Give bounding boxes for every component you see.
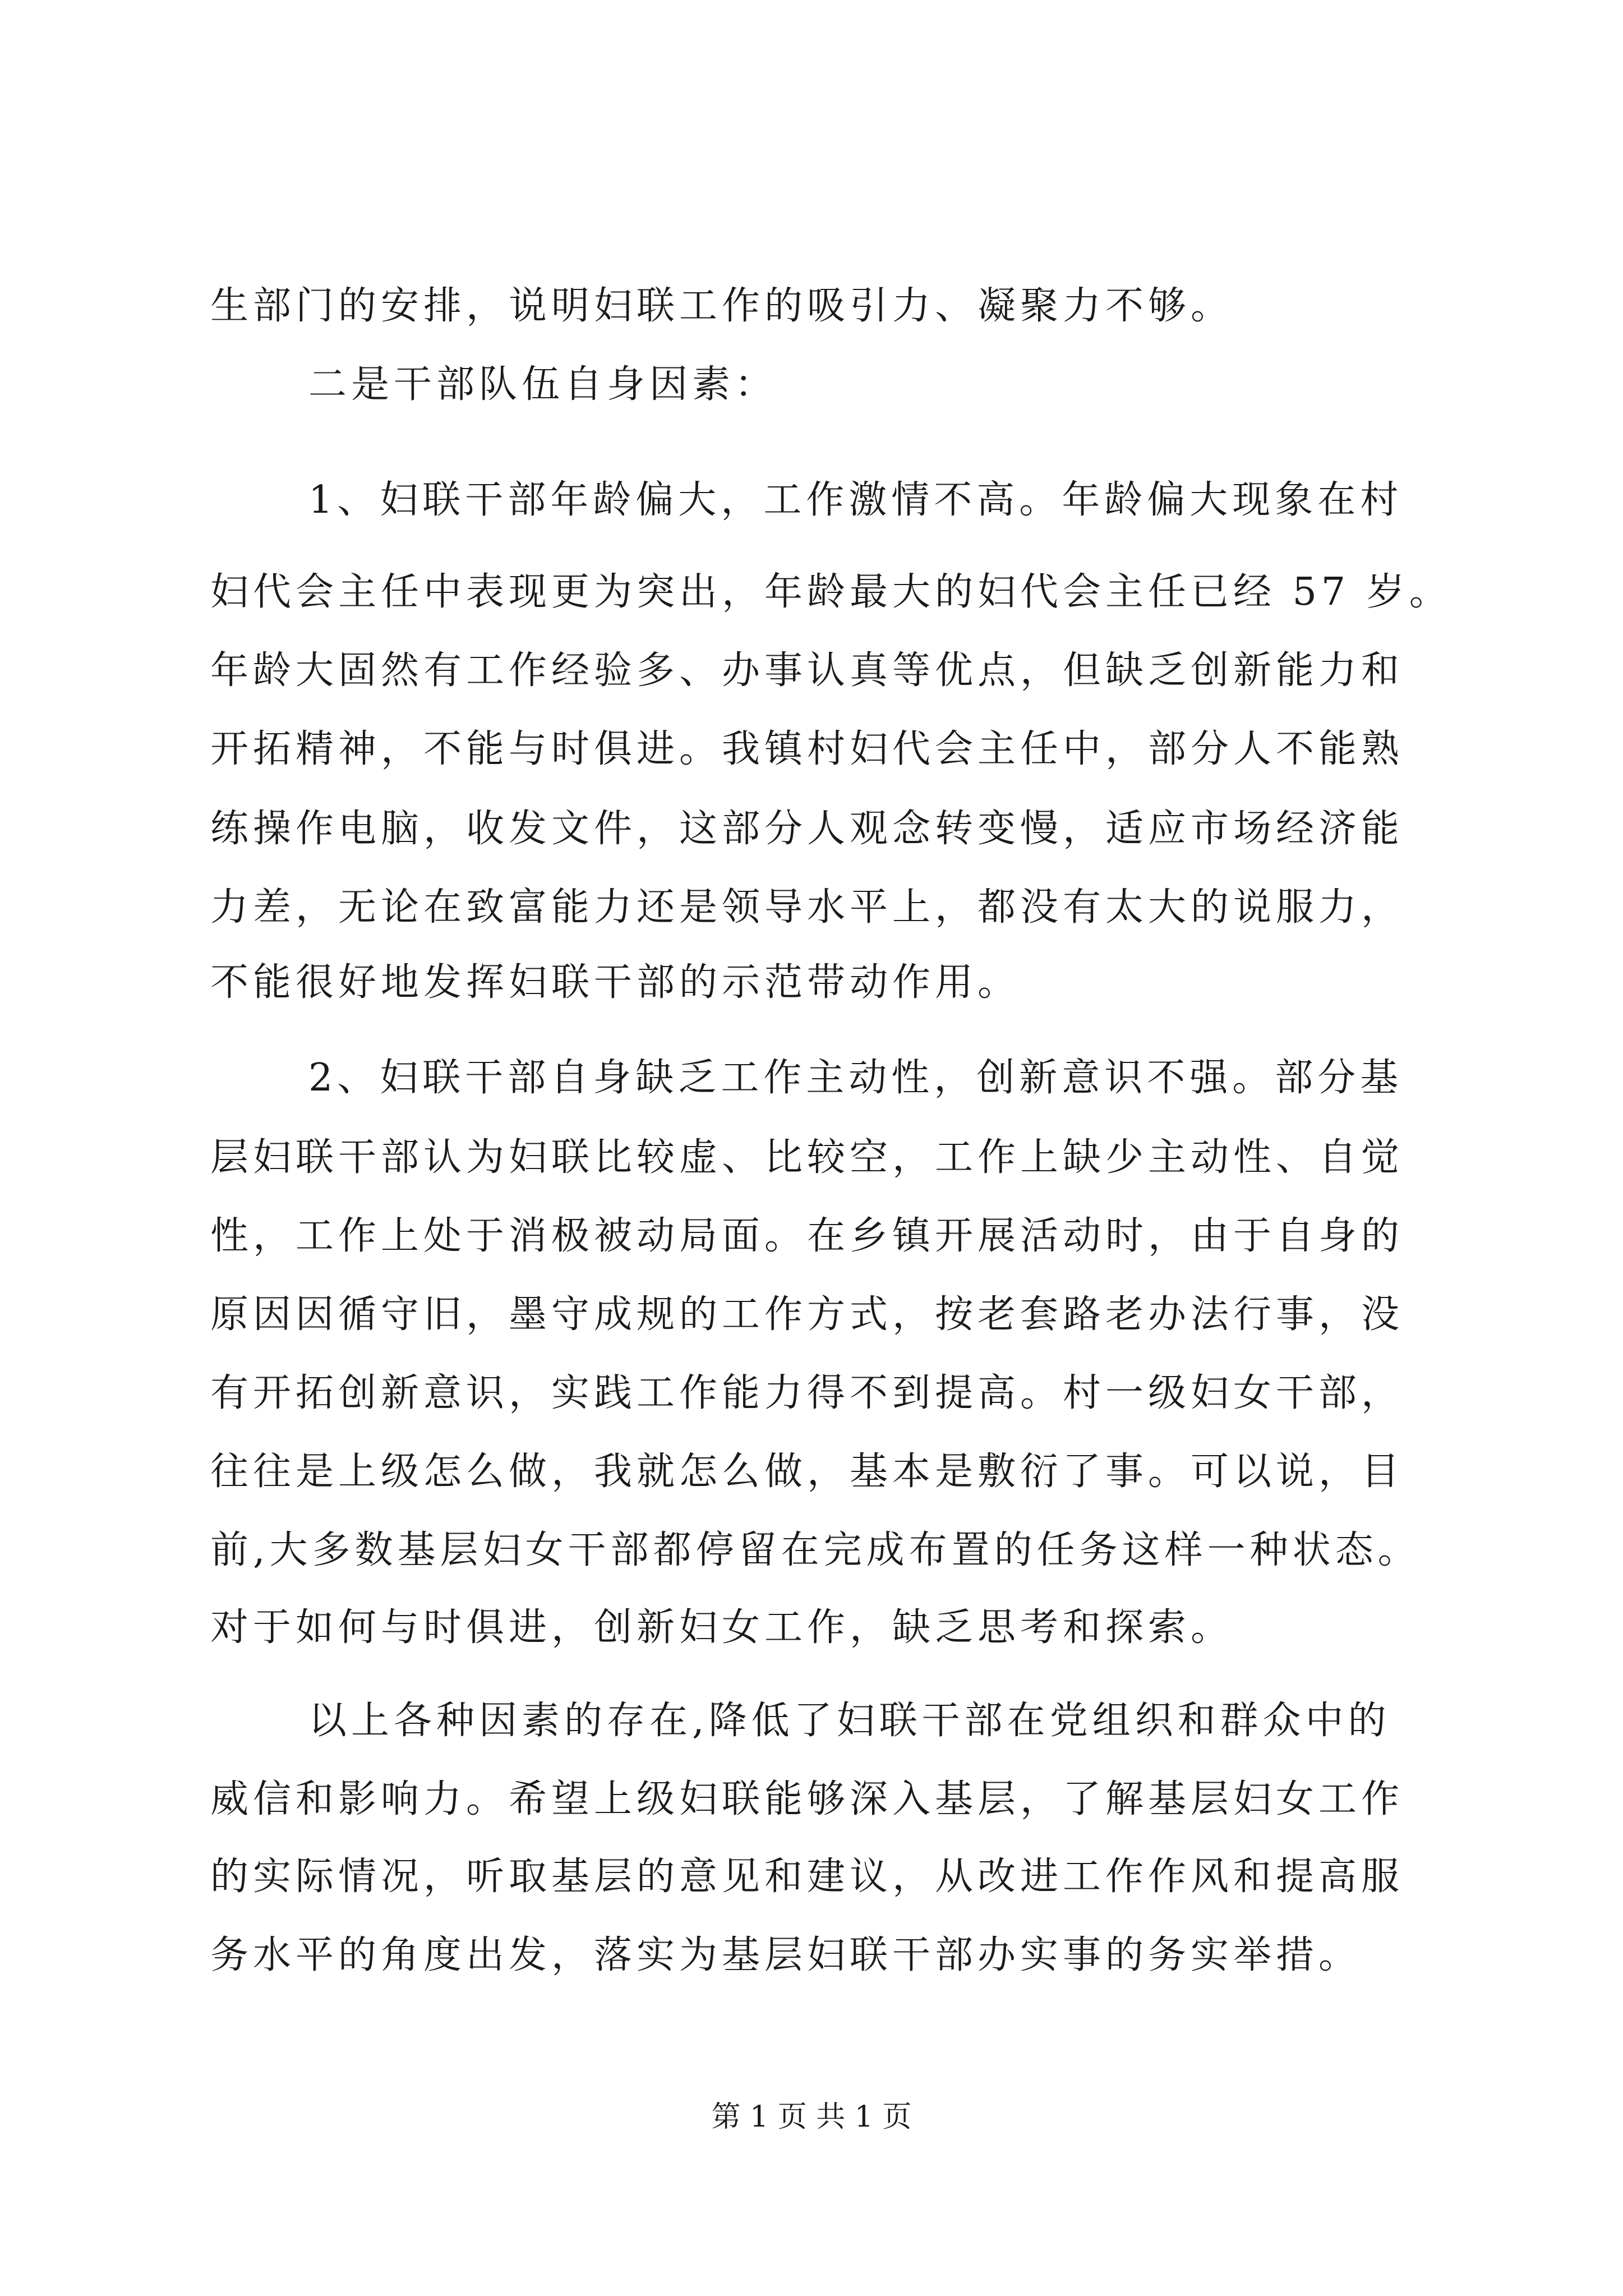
paragraph-line: 对于如何与时俱进，创新妇女工作，缺乏思考和探索。 xyxy=(210,1605,1234,1650)
paragraph-line: 有开拓创新意识，实践工作能力得不到提高。村一级妇女干部， xyxy=(210,1371,1404,1415)
paragraph-line: 2、妇联干部自身缺乏工作主动性，创新意识不强。部分基 xyxy=(308,1056,1403,1100)
paragraph-line: 1、妇联干部年龄偏大，工作激情不高。年龄偏大现象在村 xyxy=(308,478,1403,522)
paragraph-line: 威信和影响力。希望上级妇联能够深入基层，了解基层妇女工作 xyxy=(210,1777,1404,1821)
paragraph-line: 二是干部队伍自身因素： xyxy=(308,362,778,407)
paragraph-line: 力差，无论在致富能力还是领导水平上，都没有太大的说服力， xyxy=(210,885,1404,930)
paragraph-line: 生部门的安排，说明妇联工作的吸引力、凝聚力不够。 xyxy=(210,284,1234,328)
paragraph-line: 的实际情况，听取基层的意见和建议，从改进工作作风和提高服 xyxy=(210,1855,1404,1899)
paragraph-line: 以上各种因素的存在,降低了妇联干部在党组织和群众中的 xyxy=(308,1699,1391,1743)
paragraph-line: 开拓精神，不能与时俱进。我镇村妇代会主任中，部分人不能熟 xyxy=(210,727,1404,771)
page-footer: 第 1 页 共 1 页 xyxy=(711,2100,912,2134)
paragraph-line: 务水平的角度出发，落实为基层妇联干部办实事的务实举措。 xyxy=(210,1933,1362,1977)
paragraph-line: 年龄大固然有工作经验多、办事认真等优点，但缺乏创新能力和 xyxy=(210,648,1404,693)
paragraph-line: 层妇联干部认为妇联比较虚、比较空，工作上缺少主动性、自觉 xyxy=(210,1135,1404,1180)
paragraph-line: 练操作电脑，收发文件，这部分人观念转变慢，适应市场经济能 xyxy=(210,807,1404,851)
paragraph-line: 往往是上级怎么做，我就怎么做，基本是敷衍了事。可以说，目 xyxy=(210,1450,1404,1494)
paragraph-line: 性，工作上处于消极被动局面。在乡镇开展活动时，由于自身的 xyxy=(210,1214,1404,1258)
paragraph-line: 前,大多数基层妇女干部都停留在完成布置的任务这样一种状态。 xyxy=(210,1528,1421,1572)
paragraph-line: 妇代会主任中表现更为突出，年龄最大的妇代会主任已经 57 岁。 xyxy=(210,570,1452,614)
paragraph-line: 原因因循守旧，墨守成规的工作方式，按老套路老办法行事，没 xyxy=(210,1292,1404,1337)
paragraph-line: 不能很好地发挥妇联干部的示范带动作用。 xyxy=(210,960,1021,1005)
